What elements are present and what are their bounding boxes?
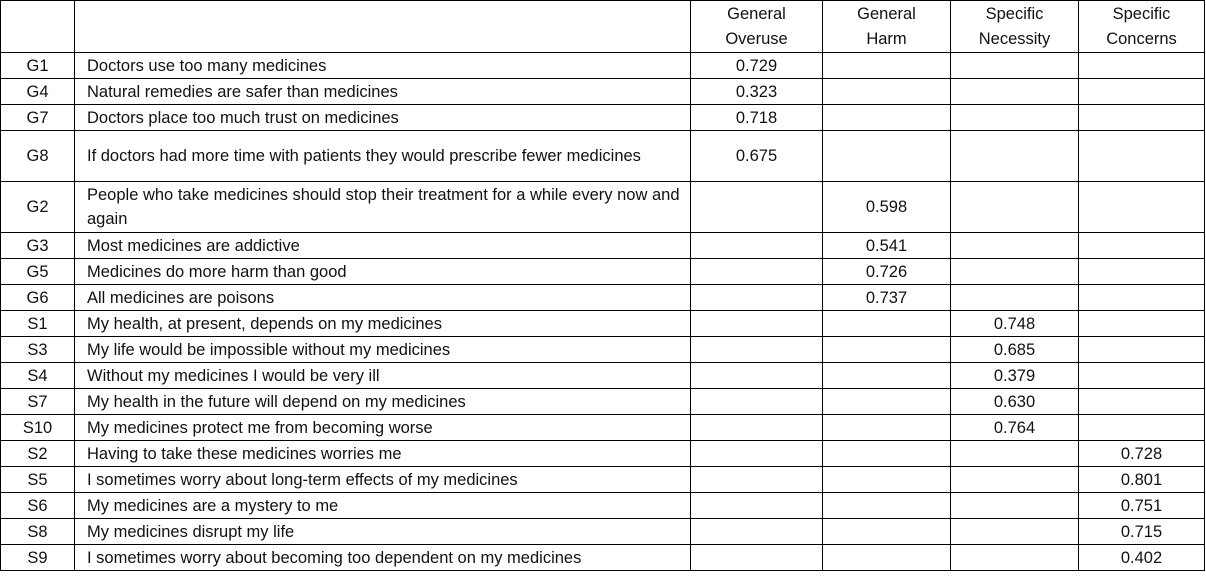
- value-specific-concerns: [1079, 79, 1205, 105]
- item-text: My medicines disrupt my life: [75, 519, 691, 545]
- value-specific-concerns: [1079, 285, 1205, 311]
- table-row: [1, 131, 1205, 182]
- header-line: General: [857, 5, 916, 23]
- value-general-overuse: [691, 259, 823, 285]
- value-general-overuse: [691, 519, 823, 545]
- value-general-overuse: [691, 493, 823, 519]
- value-general-overuse: [691, 363, 823, 389]
- value-general-harm: [823, 311, 951, 337]
- item-text: My medicines protect me from becoming worse: [75, 415, 691, 441]
- value-specific-necessity: [951, 233, 1079, 259]
- value-specific-necessity: [951, 545, 1079, 571]
- item-text: Most medicines are addictive: [75, 233, 691, 259]
- value-general-harm: 0.541: [823, 233, 951, 259]
- table-row: [1, 467, 1205, 493]
- item-text: Doctors use too many medicines: [75, 53, 691, 79]
- value-general-overuse: 0.323: [691, 79, 823, 105]
- item-code: G4: [1, 79, 75, 105]
- value-specific-concerns: [1079, 53, 1205, 79]
- table-row: [1, 519, 1205, 545]
- item-text: I sometimes worry about long-term effects of my medicines: [75, 467, 691, 493]
- item-code: S8: [1, 519, 75, 545]
- value-general-overuse: [691, 467, 823, 493]
- value-general-overuse: [691, 545, 823, 571]
- item-code: S2: [1, 441, 75, 467]
- value-general-harm: [823, 441, 951, 467]
- item-code: G1: [1, 53, 75, 79]
- table-row: [1, 182, 1205, 233]
- value-specific-necessity: [951, 182, 1079, 233]
- item-text: My health in the future will depend on my medicines: [75, 389, 691, 415]
- value-general-harm: 0.737: [823, 285, 951, 311]
- value-general-overuse: 0.675: [691, 131, 823, 182]
- value-general-overuse: 0.729: [691, 53, 823, 79]
- table-row: [1, 493, 1205, 519]
- value-general-harm: [823, 519, 951, 545]
- value-specific-concerns: 0.751: [1079, 493, 1205, 519]
- header-line: General: [727, 5, 786, 23]
- value-general-overuse: [691, 182, 823, 233]
- item-code: G7: [1, 105, 75, 131]
- header-line: Necessity: [978, 30, 1051, 48]
- item-text: My medicines are a mystery to me: [75, 493, 691, 519]
- item-code: S4: [1, 363, 75, 389]
- item-code: S10: [1, 415, 75, 441]
- value-specific-concerns: [1079, 182, 1205, 233]
- item-text: My life would be impossible without my medicines: [75, 337, 691, 363]
- header-line: Overuse: [725, 30, 788, 48]
- value-specific-concerns: [1079, 105, 1205, 131]
- value-general-harm: [823, 363, 951, 389]
- item-code: G5: [1, 259, 75, 285]
- table-row: [1, 53, 1205, 79]
- value-specific-concerns: [1079, 311, 1205, 337]
- value-general-harm: 0.726: [823, 259, 951, 285]
- header-line: Harm: [866, 30, 907, 48]
- header-line: Specific: [1112, 5, 1171, 23]
- value-general-harm: [823, 337, 951, 363]
- value-specific-necessity: [951, 131, 1079, 182]
- item-text: People who take medicines should stop their treatment for a while every now and again: [75, 182, 691, 233]
- value-specific-necessity: [951, 285, 1079, 311]
- value-general-overuse: [691, 311, 823, 337]
- item-code: G3: [1, 233, 75, 259]
- value-specific-necessity: 0.379: [951, 363, 1079, 389]
- header-general-harm: [823, 1, 951, 53]
- item-text: Medicines do more harm than good: [75, 259, 691, 285]
- value-specific-concerns: 0.801: [1079, 467, 1205, 493]
- item-text: Doctors place too much trust on medicines: [75, 105, 691, 131]
- value-specific-necessity: [951, 493, 1079, 519]
- item-text: If doctors had more time with patients they would prescribe fewer medicines: [75, 131, 691, 182]
- value-specific-concerns: [1079, 131, 1205, 182]
- table-row: [1, 105, 1205, 131]
- value-specific-concerns: [1079, 259, 1205, 285]
- value-specific-concerns: [1079, 415, 1205, 441]
- value-general-harm: [823, 53, 951, 79]
- value-specific-necessity: [951, 441, 1079, 467]
- item-code: S5: [1, 467, 75, 493]
- item-text: Natural remedies are safer than medicines: [75, 79, 691, 105]
- table-row: [1, 337, 1205, 363]
- value-general-harm: [823, 131, 951, 182]
- header-specific-necessity: [951, 1, 1079, 53]
- item-code: S9: [1, 545, 75, 571]
- table-row: [1, 441, 1205, 467]
- value-specific-necessity: [951, 53, 1079, 79]
- value-specific-concerns: [1079, 389, 1205, 415]
- table-row: [1, 259, 1205, 285]
- header-item-cell: [75, 1, 691, 53]
- value-general-overuse: [691, 337, 823, 363]
- item-text: Without my medicines I would be very ill: [75, 363, 691, 389]
- value-specific-necessity: [951, 79, 1079, 105]
- table-row: [1, 545, 1205, 571]
- item-code: S7: [1, 389, 75, 415]
- value-specific-concerns: 0.728: [1079, 441, 1205, 467]
- value-general-harm: [823, 545, 951, 571]
- header-code-cell: [1, 1, 75, 53]
- value-general-overuse: [691, 285, 823, 311]
- header-specific-concerns: [1079, 1, 1205, 53]
- value-general-overuse: [691, 389, 823, 415]
- value-specific-concerns: 0.402: [1079, 545, 1205, 571]
- value-specific-necessity: [951, 105, 1079, 131]
- value-general-harm: [823, 389, 951, 415]
- value-specific-concerns: [1079, 337, 1205, 363]
- value-general-harm: [823, 415, 951, 441]
- table-row: [1, 363, 1205, 389]
- table-row: [1, 389, 1205, 415]
- value-specific-necessity: 0.764: [951, 415, 1079, 441]
- value-general-overuse: [691, 233, 823, 259]
- value-specific-concerns: [1079, 233, 1205, 259]
- value-general-harm: [823, 493, 951, 519]
- value-specific-necessity: 0.630: [951, 389, 1079, 415]
- item-text: My health, at present, depends on my medicines: [75, 311, 691, 337]
- item-code: S6: [1, 493, 75, 519]
- value-general-overuse: [691, 441, 823, 467]
- value-specific-necessity: [951, 259, 1079, 285]
- header-line: Specific: [985, 5, 1044, 23]
- value-specific-concerns: [1079, 363, 1205, 389]
- value-general-harm: [823, 105, 951, 131]
- item-code: G8: [1, 131, 75, 182]
- header-general-overuse: [691, 1, 823, 53]
- value-specific-necessity: 0.748: [951, 311, 1079, 337]
- value-specific-necessity: [951, 467, 1079, 493]
- item-code: G6: [1, 285, 75, 311]
- value-general-harm: 0.598: [823, 182, 951, 233]
- table-row: [1, 311, 1205, 337]
- header-line: Concerns: [1106, 30, 1177, 48]
- table-row: [1, 285, 1205, 311]
- value-specific-concerns: 0.715: [1079, 519, 1205, 545]
- table-row: [1, 233, 1205, 259]
- header-row: [1, 1, 1205, 53]
- item-text: I sometimes worry about becoming too dependent on my medicines: [75, 545, 691, 571]
- value-general-overuse: 0.718: [691, 105, 823, 131]
- item-text: All medicines are poisons: [75, 285, 691, 311]
- value-specific-necessity: [951, 519, 1079, 545]
- item-code: G2: [1, 182, 75, 233]
- item-code: S1: [1, 311, 75, 337]
- value-general-overuse: [691, 415, 823, 441]
- value-general-harm: [823, 467, 951, 493]
- table-row: [1, 79, 1205, 105]
- table-row: [1, 415, 1205, 441]
- item-code: S3: [1, 337, 75, 363]
- item-text: Having to take these medicines worries me: [75, 441, 691, 467]
- value-specific-necessity: 0.685: [951, 337, 1079, 363]
- value-general-harm: [823, 79, 951, 105]
